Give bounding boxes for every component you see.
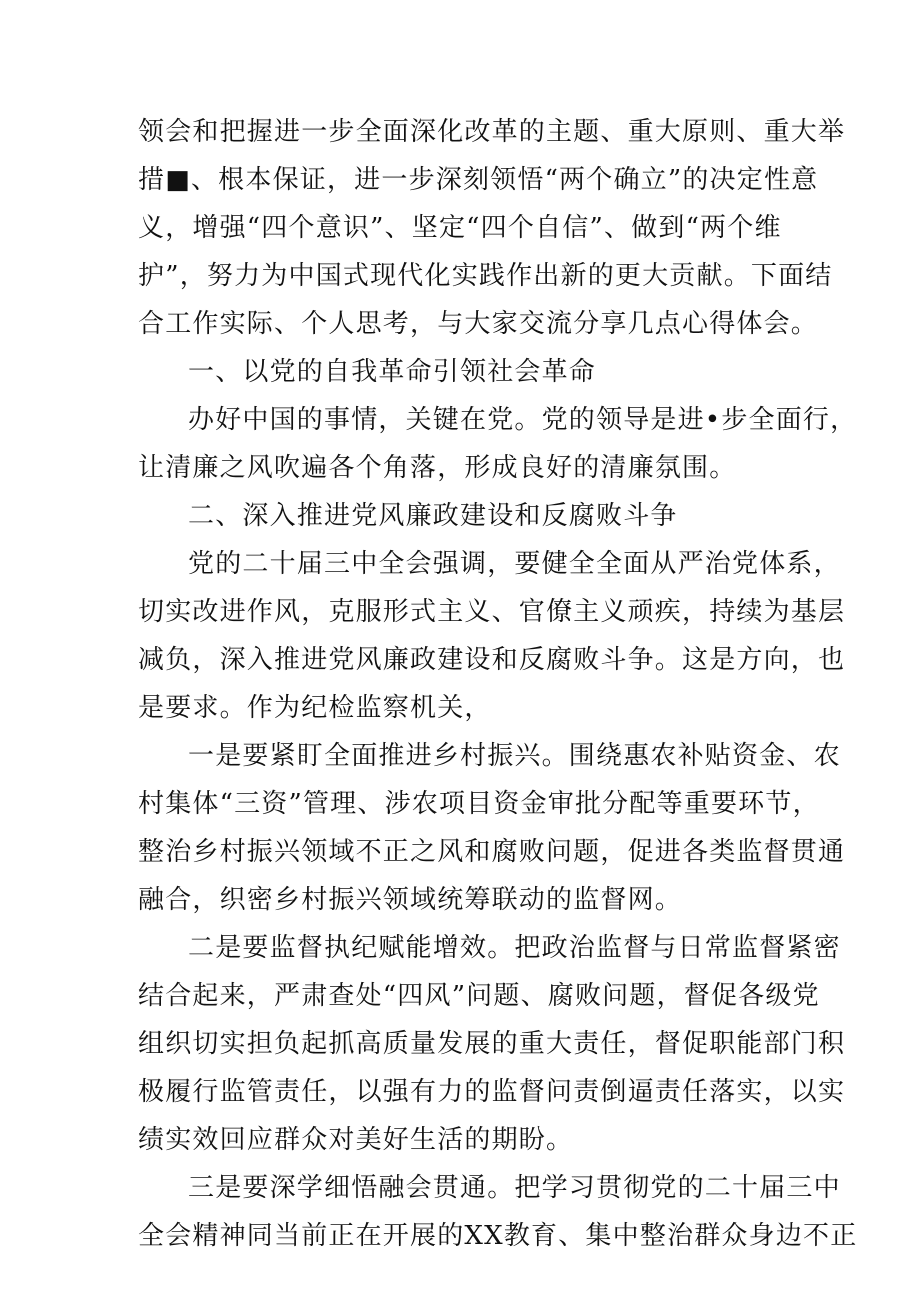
text-line: 村集体“三资”管理、涉农项目资金审批分配等重要环节， bbox=[138, 789, 820, 819]
text-line: 三是要深学细悟融会贯通。把学习贯彻党的二十届三中 bbox=[188, 1173, 841, 1203]
text-line: 融合，织密乡村振兴领域统筹联动的监督网。 bbox=[138, 885, 683, 915]
text-line: 二是要监督执纪赋能增效。把政治监督与日常监督紧密 bbox=[188, 933, 841, 963]
text-line: 护”，努力为中国式现代化实践作出新的更大贡献。下面结 bbox=[138, 261, 833, 291]
text-line: 切实改进作风，克服形式主义、官僚主义顽疾，持续为基层 bbox=[138, 597, 846, 627]
text-line: 办好中国的事情，关键在党。党的领导是进•步全面行， bbox=[188, 405, 858, 435]
text-line: 绩实效回应群众对美好生活的期盼。 bbox=[138, 1125, 574, 1155]
text-line: 极履行监管责任，以强有力的监督问责倒逼责任落实，以实 bbox=[138, 1077, 846, 1107]
section-heading-2: 二、深入推进党风廉政建设和反腐败斗争 bbox=[188, 501, 678, 531]
text-line: 一是要紧盯全面推进乡村振兴。围绕惠农补贴资金、农 bbox=[188, 741, 841, 771]
text-line: 合工作实际、个人思考，与大家交流分享几点心得体会。 bbox=[138, 309, 819, 339]
text-line: 领会和把握进一步全面深化改革的主题、重大原则、重大举 bbox=[138, 117, 846, 147]
text-line: 义，增强“四个意识”、坚定“四个自信”、做到“两个维 bbox=[138, 213, 782, 243]
text-line: 让清廉之风吹遍各个角落，形成良好的清廉氛围。 bbox=[138, 453, 737, 483]
text-line: 全会精神同当前正在开展的XX教育、集中整治群众身边不正 bbox=[138, 1221, 858, 1251]
text-line: 措■、根本保证，进一步深刻领悟“两个确立”的决定性意 bbox=[138, 165, 819, 195]
text-line: 整治乡村振兴领域不正之风和腐败问题，促进各类监督贯通 bbox=[138, 837, 846, 867]
section-heading-1: 一、以党的自我革命引领社会革命 bbox=[188, 357, 597, 387]
text-line: 是要求。作为纪检监察机关， bbox=[138, 693, 492, 723]
text-line: 党的二十届三中全会强调，要健全全面从严治党体系， bbox=[188, 549, 841, 579]
text-line: 组织切实担负起抓高质量发展的重大责任，督促职能部门积 bbox=[138, 1029, 846, 1059]
text-line: 结合起来，严肃查处“四风”问题、腐败问题，督促各级党 bbox=[138, 981, 820, 1011]
text-line: 减负，深入推进党风廉政建设和反腐败斗争。这是方向，也 bbox=[138, 645, 846, 675]
